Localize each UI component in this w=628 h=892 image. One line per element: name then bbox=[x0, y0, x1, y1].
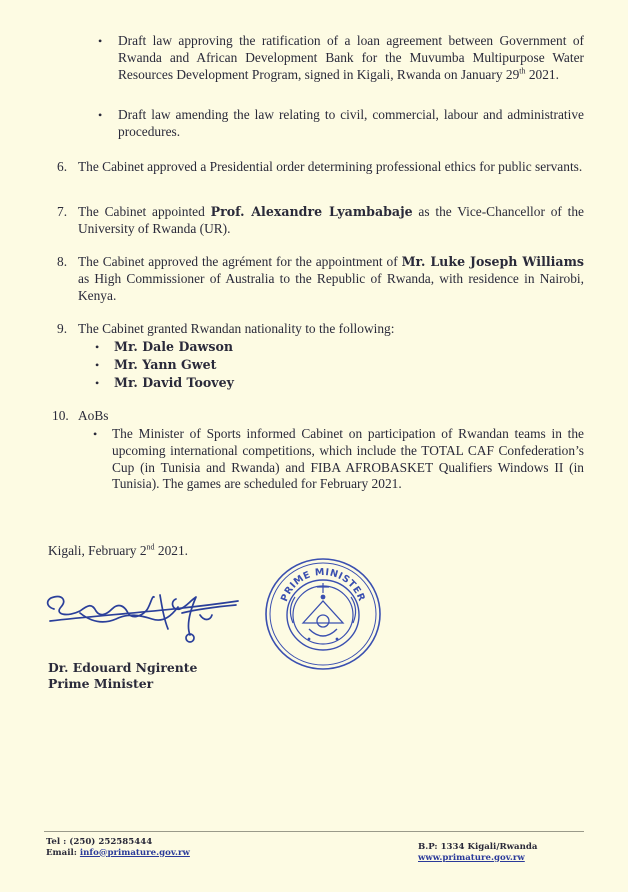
item-number: 8. bbox=[57, 254, 68, 269]
national-name: Mr. Dale Dawson bbox=[114, 339, 234, 354]
bullet-icon: • bbox=[95, 358, 100, 372]
item-number: 10. bbox=[52, 408, 69, 423]
bullet-icon: • bbox=[98, 108, 103, 122]
footer-contact-right bbox=[418, 842, 537, 863]
item-7-text: The Cabinet appointed Prof. Alexandre Lyambabaje as the Vice-Chancellor of the University of Rwanda (UR). bbox=[78, 204, 584, 236]
item-8-text: The Cabinet approved the agrément for the appointment of Mr. Luke Joseph Williams as High Commissioner of Australia to the Republic of Rwanda, with residence in Nairobi, Kenya. bbox=[78, 254, 584, 303]
national-name: Mr. David Toovey bbox=[114, 375, 234, 390]
item-number: 9. bbox=[57, 321, 68, 336]
seal-text: PRIME MINISTER bbox=[279, 566, 367, 604]
appointee-name: Prof. Alexandre Lyambabaje bbox=[210, 204, 413, 219]
item-9-text: The Cabinet granted Rwandan nationality to the following: bbox=[78, 321, 395, 336]
bullet-icon: • bbox=[95, 376, 100, 390]
national-name: Mr. Yann Gwet bbox=[114, 357, 217, 372]
footer-divider bbox=[44, 831, 584, 832]
handwritten-signature bbox=[40, 585, 245, 647]
footer-website-link[interactable]: www.primature.gov.rw bbox=[418, 852, 525, 863]
closing-date: Kigali, February 2nd 2021. bbox=[48, 542, 189, 558]
signatory-name: Dr. Edouard Ngirente bbox=[48, 660, 198, 675]
footer-email-link[interactable]: info@primature.gov.rw bbox=[79, 847, 190, 858]
item-10-title: AoBs bbox=[78, 408, 109, 423]
prime-minister-seal bbox=[263, 553, 383, 673]
item-10-text: The Minister of Sports informed Cabinet on participation of Rwandan teams in the upcoming international competitions, which include the TOTAL CAF Confederation’s Cup (in Tunisia and Rwanda) and FIBA AFROBASKET Qualifiers Windows II (in Tunisia). The games are scheduled for February 2021. bbox=[112, 426, 584, 492]
bullet-text-law-amending: Draft law amending the law relating to civil, commercial, labour and administrative procedures. bbox=[118, 107, 584, 139]
item-6-text: The Cabinet approved a Presidential order determining professional ethics for public servants. bbox=[78, 159, 583, 174]
item-number: 7. bbox=[57, 204, 68, 219]
footer-phone: (250) 252585444 bbox=[69, 837, 153, 847]
bullet-icon: • bbox=[95, 340, 100, 354]
bullet-icon: • bbox=[93, 427, 98, 441]
signatory-block bbox=[48, 660, 197, 692]
footer-contact-left: Tel : (250) 252585444 Email: info@primature.gov.rw bbox=[46, 837, 190, 858]
bullet-icon: • bbox=[98, 34, 103, 48]
footer-postal-box: B.P: 1334 Kigali/Rwanda bbox=[418, 842, 538, 852]
signatory-title: Prime Minister bbox=[48, 676, 154, 691]
appointee-name: Mr. Luke Joseph Williams bbox=[401, 254, 584, 269]
item-number: 6. bbox=[57, 159, 68, 174]
bullet-text-loan-agreement: Draft law approving the ratification of a loan agreement between Government of Rwanda and African Development Bank for the Muvumba Multipurpose Water Resources Development Program, signed in Kigali, Rwanda on January 29th 2021. bbox=[118, 33, 584, 82]
